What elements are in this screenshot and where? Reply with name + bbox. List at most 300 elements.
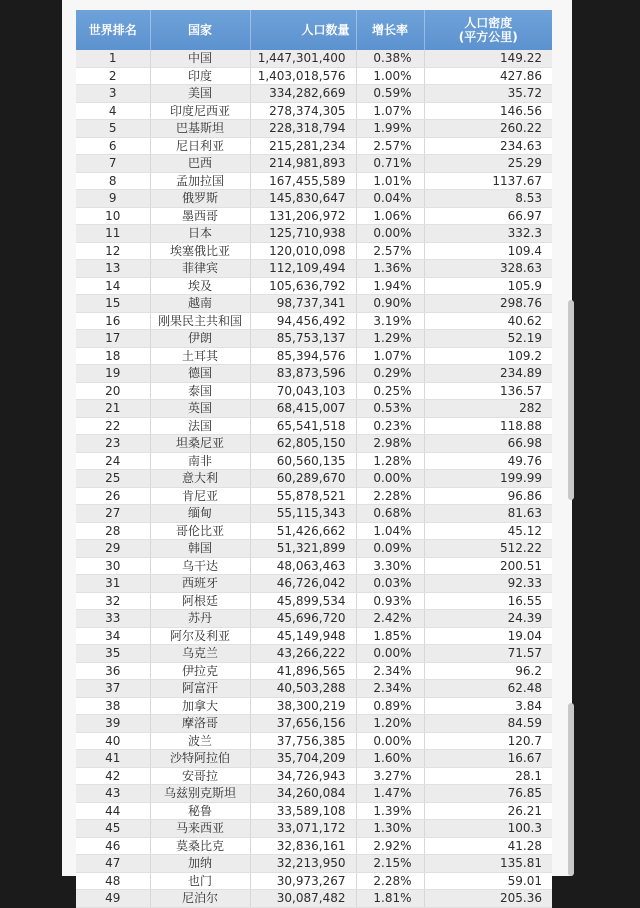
country-cell: 阿根廷 (150, 592, 250, 610)
density-cell: 120.7 (424, 732, 552, 750)
density-cell: 49.76 (424, 452, 552, 470)
growth-rate-cell: 1.47% (356, 785, 424, 803)
rank-cell: 31 (76, 575, 150, 593)
rank-cell: 38 (76, 697, 150, 715)
growth-rate-cell: 1.04% (356, 522, 424, 540)
population-cell: 38,300,219 (250, 697, 356, 715)
growth-rate-cell: 1.99% (356, 120, 424, 138)
density-cell: 26.21 (424, 802, 552, 820)
country-cell: 美国 (150, 85, 250, 103)
rank-cell: 43 (76, 785, 150, 803)
growth-rate-cell: 2.34% (356, 680, 424, 698)
population-cell: 65,541,518 (250, 417, 356, 435)
growth-rate-cell: 0.38% (356, 50, 424, 67)
population-cell: 30,973,267 (250, 872, 356, 890)
population-cell: 43,266,222 (250, 645, 356, 663)
header-rank: 世界排名 (76, 10, 150, 50)
rank-cell: 34 (76, 627, 150, 645)
growth-rate-cell: 0.71% (356, 155, 424, 173)
country-cell: 加纳 (150, 855, 250, 873)
density-cell: 109.4 (424, 242, 552, 260)
table-row (76, 645, 552, 663)
rank-cell: 4 (76, 102, 150, 120)
density-cell: 135.81 (424, 855, 552, 873)
density-cell: 52.19 (424, 330, 552, 348)
growth-rate-cell: 0.00% (356, 732, 424, 750)
density-cell: 332.3 (424, 225, 552, 243)
country-cell: 乌兹别克斯坦 (150, 785, 250, 803)
table-row (76, 837, 552, 855)
table-row (76, 522, 552, 540)
density-cell: 76.85 (424, 785, 552, 803)
rank-cell: 3 (76, 85, 150, 103)
rank-cell: 45 (76, 820, 150, 838)
table-row (76, 557, 552, 575)
rank-cell: 10 (76, 207, 150, 225)
rank-cell: 42 (76, 767, 150, 785)
population-cell: 334,282,669 (250, 85, 356, 103)
rank-cell: 25 (76, 470, 150, 488)
table-row (76, 872, 552, 890)
growth-rate-cell: 1.94% (356, 277, 424, 295)
population-cell: 40,503,288 (250, 680, 356, 698)
growth-rate-cell: 0.89% (356, 697, 424, 715)
density-cell: 512.22 (424, 540, 552, 558)
growth-rate-cell: 0.93% (356, 592, 424, 610)
population-cell: 145,830,647 (250, 190, 356, 208)
table-row (76, 820, 552, 838)
growth-rate-cell: 0.68% (356, 505, 424, 523)
density-cell: 109.2 (424, 347, 552, 365)
rank-cell: 13 (76, 260, 150, 278)
country-cell: 孟加拉国 (150, 172, 250, 190)
table-header (76, 10, 552, 50)
density-cell: 146.56 (424, 102, 552, 120)
header-density-unit: (平方公里) (458, 30, 518, 44)
population-cell: 34,260,084 (250, 785, 356, 803)
country-cell: 乌克兰 (150, 645, 250, 663)
growth-rate-cell: 0.25% (356, 382, 424, 400)
population-cell: 37,756,385 (250, 732, 356, 750)
density-cell: 205.36 (424, 890, 552, 908)
rank-cell: 33 (76, 610, 150, 628)
table-row (76, 277, 552, 295)
growth-rate-cell: 1.06% (356, 207, 424, 225)
population-cell: 105,636,792 (250, 277, 356, 295)
rank-cell: 15 (76, 295, 150, 313)
table-row (76, 435, 552, 453)
header-density (424, 10, 552, 50)
population-cell: 68,415,007 (250, 400, 356, 418)
table-row (76, 767, 552, 785)
rank-cell: 30 (76, 557, 150, 575)
country-cell: 印度 (150, 67, 250, 85)
density-cell: 45.12 (424, 522, 552, 540)
rank-cell: 28 (76, 522, 150, 540)
rank-cell: 27 (76, 505, 150, 523)
density-cell: 35.72 (424, 85, 552, 103)
country-cell: 加拿大 (150, 697, 250, 715)
growth-rate-cell: 3.19% (356, 312, 424, 330)
table-row (76, 102, 552, 120)
population-cell: 33,071,172 (250, 820, 356, 838)
density-cell: 200.51 (424, 557, 552, 575)
density-cell: 118.88 (424, 417, 552, 435)
rank-cell: 26 (76, 487, 150, 505)
population-cell: 32,213,950 (250, 855, 356, 873)
header-row (76, 10, 552, 50)
country-cell: 伊朗 (150, 330, 250, 348)
growth-rate-cell: 0.00% (356, 225, 424, 243)
rank-cell: 24 (76, 452, 150, 470)
table-row (76, 295, 552, 313)
population-cell: 70,043,103 (250, 382, 356, 400)
population-cell: 41,896,565 (250, 662, 356, 680)
table-row (76, 890, 552, 908)
country-cell: 菲律宾 (150, 260, 250, 278)
growth-rate-cell: 1.07% (356, 347, 424, 365)
country-cell: 尼泊尔 (150, 890, 250, 908)
growth-rate-cell: 1.60% (356, 750, 424, 768)
country-cell: 哥伦比亚 (150, 522, 250, 540)
density-cell: 260.22 (424, 120, 552, 138)
table-row (76, 137, 552, 155)
population-cell: 62,805,150 (250, 435, 356, 453)
growth-rate-cell: 1.39% (356, 802, 424, 820)
growth-rate-cell: 1.28% (356, 452, 424, 470)
country-cell: 伊拉克 (150, 662, 250, 680)
table-row (76, 190, 552, 208)
scrollbar[interactable] (568, 0, 574, 876)
country-cell: 埃及 (150, 277, 250, 295)
table-row (76, 225, 552, 243)
table-row (76, 610, 552, 628)
growth-rate-cell: 2.57% (356, 137, 424, 155)
growth-rate-cell: 1.29% (356, 330, 424, 348)
growth-rate-cell: 1.85% (356, 627, 424, 645)
country-cell: 也门 (150, 872, 250, 890)
density-cell: 234.89 (424, 365, 552, 383)
population-cell: 51,321,899 (250, 540, 356, 558)
table-row (76, 85, 552, 103)
header-country: 国家 (150, 10, 250, 50)
table-row (76, 680, 552, 698)
country-cell: 俄罗斯 (150, 190, 250, 208)
growth-rate-cell: 0.53% (356, 400, 424, 418)
population-cell: 60,560,135 (250, 452, 356, 470)
growth-rate-cell: 1.20% (356, 715, 424, 733)
density-cell: 96.86 (424, 487, 552, 505)
population-cell: 30,087,482 (250, 890, 356, 908)
rank-cell: 8 (76, 172, 150, 190)
rank-cell: 49 (76, 890, 150, 908)
rank-cell: 16 (76, 312, 150, 330)
table-row (76, 855, 552, 873)
rank-cell: 2 (76, 67, 150, 85)
growth-rate-cell: 0.09% (356, 540, 424, 558)
density-cell: 62.48 (424, 680, 552, 698)
population-cell: 83,873,596 (250, 365, 356, 383)
table-row (76, 120, 552, 138)
growth-rate-cell: 2.92% (356, 837, 424, 855)
population-cell: 48,063,463 (250, 557, 356, 575)
rank-cell: 1 (76, 50, 150, 67)
rank-cell: 35 (76, 645, 150, 663)
density-cell: 234.63 (424, 137, 552, 155)
table-row (76, 487, 552, 505)
rank-cell: 21 (76, 400, 150, 418)
density-cell: 92.33 (424, 575, 552, 593)
table-row (76, 627, 552, 645)
population-cell: 98,737,341 (250, 295, 356, 313)
density-cell: 66.98 (424, 435, 552, 453)
country-cell: 刚果民主共和国 (150, 312, 250, 330)
population-cell: 37,656,156 (250, 715, 356, 733)
density-cell: 105.9 (424, 277, 552, 295)
table-row (76, 452, 552, 470)
density-cell: 28.1 (424, 767, 552, 785)
country-cell: 泰国 (150, 382, 250, 400)
table-row (76, 470, 552, 488)
population-cell: 228,318,794 (250, 120, 356, 138)
growth-rate-cell: 0.59% (356, 85, 424, 103)
country-cell: 意大利 (150, 470, 250, 488)
rank-cell: 11 (76, 225, 150, 243)
rank-cell: 17 (76, 330, 150, 348)
rank-cell: 32 (76, 592, 150, 610)
growth-rate-cell: 0.03% (356, 575, 424, 593)
table-row (76, 347, 552, 365)
growth-rate-cell: 2.34% (356, 662, 424, 680)
country-cell: 日本 (150, 225, 250, 243)
density-cell: 136.57 (424, 382, 552, 400)
growth-rate-cell: 2.28% (356, 872, 424, 890)
table-body (76, 50, 552, 907)
population-cell: 55,878,521 (250, 487, 356, 505)
table-row (76, 785, 552, 803)
population-cell: 94,456,492 (250, 312, 356, 330)
growth-rate-cell: 0.29% (356, 365, 424, 383)
growth-rate-cell: 1.00% (356, 67, 424, 85)
table-row (76, 365, 552, 383)
growth-rate-cell: 2.15% (356, 855, 424, 873)
population-cell: 1,403,018,576 (250, 67, 356, 85)
growth-rate-cell: 3.27% (356, 767, 424, 785)
population-cell: 45,899,534 (250, 592, 356, 610)
density-cell: 19.04 (424, 627, 552, 645)
table-row (76, 417, 552, 435)
population-cell: 131,206,972 (250, 207, 356, 225)
growth-rate-cell: 2.28% (356, 487, 424, 505)
growth-rate-cell: 1.30% (356, 820, 424, 838)
growth-rate-cell: 0.04% (356, 190, 424, 208)
country-cell: 尼日利亚 (150, 137, 250, 155)
country-cell: 秘鲁 (150, 802, 250, 820)
density-cell: 41.28 (424, 837, 552, 855)
rank-cell: 22 (76, 417, 150, 435)
growth-rate-cell: 0.23% (356, 417, 424, 435)
table-row (76, 382, 552, 400)
density-cell: 1137.67 (424, 172, 552, 190)
rank-cell: 44 (76, 802, 150, 820)
table-row (76, 540, 552, 558)
document-page (62, 0, 572, 905)
population-cell: 215,281,234 (250, 137, 356, 155)
population-cell: 55,115,343 (250, 505, 356, 523)
table-row (76, 802, 552, 820)
density-cell: 25.29 (424, 155, 552, 173)
scrollbar-thumb-lower[interactable] (568, 703, 574, 876)
table-row (76, 662, 552, 680)
density-cell: 16.55 (424, 592, 552, 610)
growth-rate-cell: 0.90% (356, 295, 424, 313)
country-cell: 缅甸 (150, 505, 250, 523)
table-row (76, 207, 552, 225)
country-cell: 乌干达 (150, 557, 250, 575)
population-cell: 60,289,670 (250, 470, 356, 488)
growth-rate-cell: 1.81% (356, 890, 424, 908)
population-cell: 33,589,108 (250, 802, 356, 820)
table-row (76, 330, 552, 348)
density-cell: 427.86 (424, 67, 552, 85)
growth-rate-cell: 2.42% (356, 610, 424, 628)
table-row (76, 697, 552, 715)
population-cell: 35,704,209 (250, 750, 356, 768)
growth-rate-cell: 2.98% (356, 435, 424, 453)
country-cell: 德国 (150, 365, 250, 383)
growth-rate-cell: 2.57% (356, 242, 424, 260)
population-cell: 45,696,720 (250, 610, 356, 628)
density-cell: 59.01 (424, 872, 552, 890)
population-cell: 214,981,893 (250, 155, 356, 173)
rank-cell: 14 (76, 277, 150, 295)
rank-cell: 12 (76, 242, 150, 260)
table-row (76, 715, 552, 733)
rank-cell: 7 (76, 155, 150, 173)
rank-cell: 37 (76, 680, 150, 698)
country-cell: 摩洛哥 (150, 715, 250, 733)
table-row (76, 155, 552, 173)
table-row (76, 400, 552, 418)
density-cell: 24.39 (424, 610, 552, 628)
country-cell: 马来西亚 (150, 820, 250, 838)
table-row (76, 67, 552, 85)
population-cell: 45,149,948 (250, 627, 356, 645)
country-cell: 波兰 (150, 732, 250, 750)
population-cell: 34,726,943 (250, 767, 356, 785)
country-cell: 安哥拉 (150, 767, 250, 785)
country-cell: 韩国 (150, 540, 250, 558)
country-cell: 英国 (150, 400, 250, 418)
table-row (76, 505, 552, 523)
population-cell: 1,447,301,400 (250, 50, 356, 67)
country-cell: 肯尼亚 (150, 487, 250, 505)
population-cell: 278,374,305 (250, 102, 356, 120)
header-population: 人口数量 (250, 10, 356, 50)
scrollbar-thumb-upper[interactable] (568, 300, 574, 500)
growth-rate-cell: 1.36% (356, 260, 424, 278)
growth-rate-cell: 1.07% (356, 102, 424, 120)
density-cell: 3.84 (424, 697, 552, 715)
growth-rate-cell: 0.00% (356, 470, 424, 488)
table-row (76, 575, 552, 593)
rank-cell: 9 (76, 190, 150, 208)
population-cell: 85,753,137 (250, 330, 356, 348)
population-table-container[interactable] (76, 10, 552, 905)
rank-cell: 29 (76, 540, 150, 558)
population-table (76, 10, 552, 908)
population-cell: 125,710,938 (250, 225, 356, 243)
country-cell: 印度尼西亚 (150, 102, 250, 120)
table-row (76, 242, 552, 260)
table-row (76, 750, 552, 768)
country-cell: 坦桑尼亚 (150, 435, 250, 453)
rank-cell: 36 (76, 662, 150, 680)
rank-cell: 20 (76, 382, 150, 400)
table-row (76, 172, 552, 190)
country-cell: 法国 (150, 417, 250, 435)
population-cell: 120,010,098 (250, 242, 356, 260)
rank-cell: 6 (76, 137, 150, 155)
country-cell: 沙特阿拉伯 (150, 750, 250, 768)
population-cell: 51,426,662 (250, 522, 356, 540)
density-cell: 100.3 (424, 820, 552, 838)
density-cell: 81.63 (424, 505, 552, 523)
density-cell: 84.59 (424, 715, 552, 733)
table-row (76, 592, 552, 610)
country-cell: 中国 (150, 50, 250, 67)
table-row (76, 260, 552, 278)
country-cell: 西班牙 (150, 575, 250, 593)
population-cell: 46,726,042 (250, 575, 356, 593)
table-row (76, 50, 552, 67)
population-cell: 32,836,161 (250, 837, 356, 855)
table-row (76, 312, 552, 330)
density-cell: 282 (424, 400, 552, 418)
country-cell: 莫桑比克 (150, 837, 250, 855)
rank-cell: 41 (76, 750, 150, 768)
rank-cell: 48 (76, 872, 150, 890)
country-cell: 越南 (150, 295, 250, 313)
population-cell: 85,394,576 (250, 347, 356, 365)
density-cell: 8.53 (424, 190, 552, 208)
growth-rate-cell: 3.30% (356, 557, 424, 575)
density-cell: 40.62 (424, 312, 552, 330)
density-cell: 96.2 (424, 662, 552, 680)
rank-cell: 39 (76, 715, 150, 733)
density-cell: 328.63 (424, 260, 552, 278)
density-cell: 149.22 (424, 50, 552, 67)
country-cell: 巴西 (150, 155, 250, 173)
header-growth: 增长率 (356, 10, 424, 50)
country-cell: 阿富汗 (150, 680, 250, 698)
rank-cell: 46 (76, 837, 150, 855)
density-cell: 199.99 (424, 470, 552, 488)
country-cell: 巴基斯坦 (150, 120, 250, 138)
population-cell: 167,455,589 (250, 172, 356, 190)
growth-rate-cell: 0.00% (356, 645, 424, 663)
density-cell: 66.97 (424, 207, 552, 225)
country-cell: 南非 (150, 452, 250, 470)
density-cell: 16.67 (424, 750, 552, 768)
header-density-title: 人口密度 (464, 16, 513, 30)
table-row (76, 732, 552, 750)
population-cell: 112,109,494 (250, 260, 356, 278)
country-cell: 苏丹 (150, 610, 250, 628)
country-cell: 埃塞俄比亚 (150, 242, 250, 260)
density-cell: 71.57 (424, 645, 552, 663)
rank-cell: 19 (76, 365, 150, 383)
